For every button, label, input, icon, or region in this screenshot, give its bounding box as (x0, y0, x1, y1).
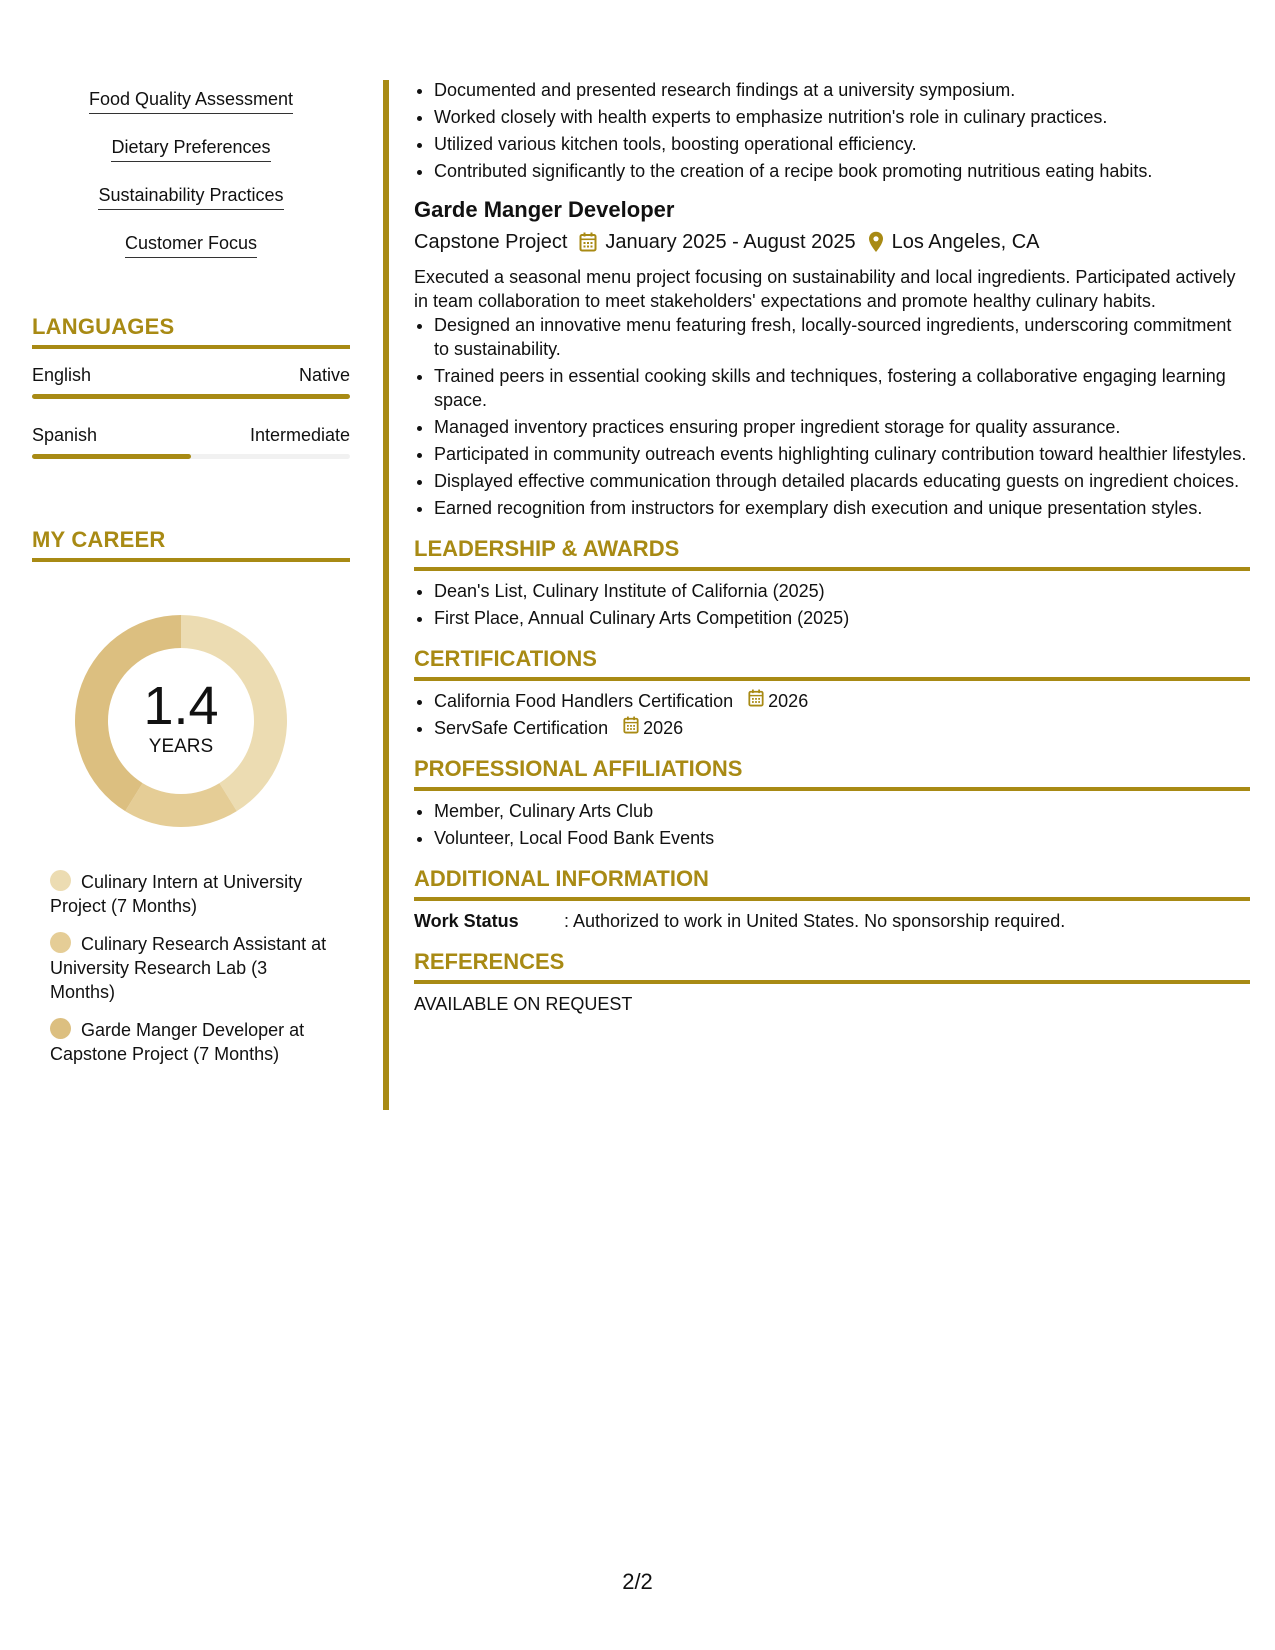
awards-list (414, 579, 1250, 630)
bullet-item: • Contributed significantly to the creation of a recipe book promoting nutritious eating habits. (434, 159, 1250, 183)
page-number: 2/2 (622, 1569, 653, 1594)
language-item (32, 365, 350, 399)
skills-list (32, 84, 350, 276)
job-title: Garde Manger Developer (414, 197, 675, 222)
language-bar-fill (32, 394, 350, 399)
career-legend (50, 870, 330, 1066)
affiliation-item: • Volunteer, Local Food Bank Events (434, 826, 1250, 850)
affiliations-heading: PROFESSIONAL AFFILIATIONS (414, 754, 1250, 791)
affiliation-item: • Member, Culinary Arts Club (434, 799, 1250, 823)
skill-tag: Dietary Preferences (111, 136, 270, 162)
career-donut-chart (66, 606, 296, 836)
bullet-item: • Participated in community outreach events highlighting culinary contribution toward healthier lifestyles. (434, 442, 1250, 466)
work-status-row (414, 909, 1250, 933)
skill-tag: Customer Focus (125, 232, 257, 258)
left-column (32, 84, 350, 1080)
certification-name: California Food Handlers Certification (434, 691, 734, 711)
language-name: Spanish (32, 425, 98, 445)
language-bar (32, 454, 350, 459)
legend-item (50, 870, 330, 918)
certification-year: 2026 (643, 718, 684, 738)
bullet-item: • Designed an innovative menu featuring fresh, locally-sourced ingredients, underscoring commitment to sustainability. (434, 313, 1250, 361)
career-total-years: 1.4 (143, 676, 219, 736)
references-text: AVAILABLE ON REQUEST (414, 994, 633, 1014)
skill-tag: Food Quality Assessment (89, 88, 293, 114)
calendar-icon (623, 716, 643, 740)
previous-job-bullets (414, 78, 1250, 183)
legend-swatch (50, 870, 71, 891)
award-item: • Dean's List, Culinary Institute of California (2025) (434, 579, 1250, 603)
certifications-heading: CERTIFICATIONS (414, 644, 1250, 681)
language-bar (32, 394, 350, 399)
bullet-item: • Managed inventory practices ensuring proper ingredient storage for quality assurance. (434, 415, 1250, 439)
legend-swatch (50, 1018, 71, 1039)
calendar-icon (748, 689, 768, 713)
job-company: Capstone Project (414, 231, 568, 253)
career-heading: MY CAREER (32, 527, 350, 562)
language-item (32, 425, 350, 459)
column-divider (383, 80, 389, 1110)
awards-heading: LEADERSHIP & AWARDS (414, 534, 1250, 571)
language-level: Intermediate (249, 425, 350, 445)
legend-label: Garde Manger Developer at Capstone Project (7 Months) (50, 1020, 305, 1064)
bullet-item: • Documented and presented research findings at a university symposium. (434, 78, 1250, 102)
bullet-item: • Displayed effective communication through detailed placards educating guests on ingredient choices. (434, 469, 1250, 493)
work-status-label: Work Status (414, 911, 519, 931)
certification-year: 2026 (768, 691, 809, 711)
language-level: Native (298, 365, 350, 385)
certification-name: ServSafe Certification (434, 718, 609, 738)
references-heading: REFERENCES (414, 947, 1250, 984)
bullet-item: • Earned recognition from instructors for exemplary dish execution and unique presentation styles. (434, 496, 1250, 520)
languages-heading: LANGUAGES (32, 314, 350, 349)
certification-item (434, 689, 1250, 713)
bullet-item: • Worked closely with health experts to emphasize nutrition's role in culinary practices. (434, 105, 1250, 129)
job-location: Los Angeles, CA (891, 231, 1040, 253)
calendar-icon (579, 232, 597, 252)
job-dates: January 2025 - August 2025 (605, 231, 856, 253)
certifications-list (414, 689, 1250, 740)
right-column (414, 78, 1250, 1016)
bullet-item: • Trained peers in essential cooking skills and techniques, fostering a collaborative engaging learning space. (434, 364, 1250, 412)
location-pin-icon (868, 231, 884, 253)
additional-info-heading: ADDITIONAL INFORMATION (414, 864, 1250, 901)
legend-swatch (50, 932, 71, 953)
certification-item (434, 716, 1250, 740)
language-bar-fill (32, 454, 191, 459)
award-item: • First Place, Annual Culinary Arts Competition (2025) (434, 606, 1250, 630)
language-name: English (32, 365, 92, 385)
legend-label: Culinary Intern at University Project (7 Months) (50, 872, 303, 916)
job-meta (414, 227, 1250, 257)
legend-item (50, 1018, 330, 1066)
career-unit: YEARS (148, 736, 214, 757)
job-bullets (414, 313, 1250, 520)
legend-item (50, 932, 330, 1004)
job-description: Executed a seasonal menu project focusing on sustainability and local ingredients. Participated actively in team collaboration to meet stakeholders' expectations and promote healthy culinary habits. (414, 267, 1236, 311)
bullet-item: • Utilized various kitchen tools, boosting operational efficiency. (434, 132, 1250, 156)
affiliations-list (414, 799, 1250, 850)
skill-tag: Sustainability Practices (98, 184, 283, 210)
work-status-value: : Authorized to work in United States. No sponsorship required. (564, 911, 1066, 931)
legend-label: Culinary Research Assistant at University Research Lab (3 Months) (50, 934, 327, 1002)
